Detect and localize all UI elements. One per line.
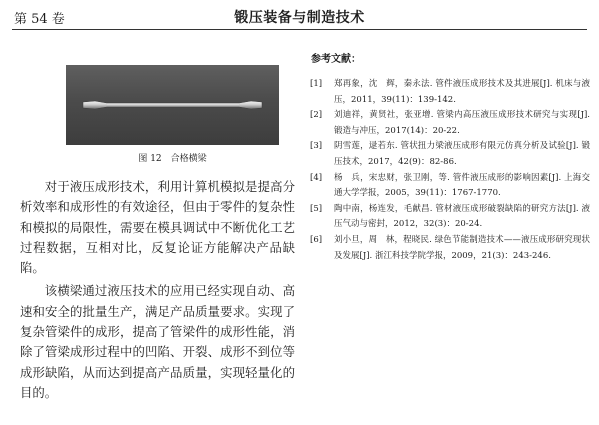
reference-number: [1]	[310, 79, 323, 89]
body-text	[20, 177, 295, 403]
reference-text: 阴雪莲，逯若东. 管状扭力梁液压成形有限元仿真分析及试验[J]. 锻压技术，2017，42(9)：82-86.	[334, 141, 590, 167]
reference-item	[310, 139, 590, 170]
reference-item	[310, 202, 590, 233]
reference-item	[310, 171, 590, 202]
reference-number: [3]	[310, 141, 323, 152]
reference-text: 刘迪祥，黄贤社，张亚增. 管梁内高压液压成形技术研究与实现[J]. 锻造与冲压，2017(14)：20-22.	[334, 110, 590, 136]
journal-title: 锻压装备与制造技术	[234, 10, 365, 26]
body-paragraph-1: 对于液压成形技术，利用计算机模拟是提高分析效率和成形性的有效途径，但由于零件的复杂性和模拟的局限性，需要在模具调试中不断优化工艺过程数据，互相对比，反复论证方能解决产品缺陷。	[20, 179, 295, 276]
reference-number: [5]	[310, 203, 323, 214]
figure-photo	[66, 65, 279, 145]
reference-text: 陶中南，杨连发，毛献昌. 管材液压成形破裂缺陷的研究方法[J]. 液压气动与密封，2012，32(3)：20-24.	[334, 203, 590, 230]
volume-number: 第 54 卷	[14, 12, 65, 27]
body-paragraph-2: 该横梁通过液压技术的应用已经实现自动、高速和安全的批量生产，满足产品质量要求。实现了复杂管梁件的成形，提高了管梁件的成形性能，消除了管梁成形过程中的凹陷、开裂、成形不到位等成形缺陷，从而达到提高产品质量，实现轻量化的目的。	[20, 283, 295, 400]
reference-item	[310, 77, 590, 108]
reference-number: [4]	[310, 172, 323, 183]
header-rule	[12, 29, 587, 30]
reference-number: [6]	[310, 234, 323, 245]
reference-number: [2]	[310, 110, 323, 121]
reference-text: 刘小旦，周 林，程晓民. 绿色节能制造技术——液压成形研究现状及发展[J]. 浙江科技学院学报，2009，21(3)：243-246.	[334, 234, 590, 261]
reference-item	[310, 233, 590, 264]
page-header	[0, 0, 599, 29]
references-title: 参考文献：	[311, 54, 361, 65]
beam-image	[81, 99, 264, 111]
references-section	[310, 50, 590, 264]
figure-caption: 图 12 合格横梁	[138, 154, 207, 164]
reference-text: 杨 兵，宋忠财，张卫刚，等. 管件液压成形的影响因素[J]. 上海交通大学学报，2005，39(11)：1767-1770.	[334, 172, 590, 199]
reference-text: 郑再象，沈 辉，秦永法. 管件液压成形技术及其进展[J]. 机床与液压，2011，39(11)：139-142.	[334, 79, 590, 105]
reference-item	[310, 108, 590, 139]
